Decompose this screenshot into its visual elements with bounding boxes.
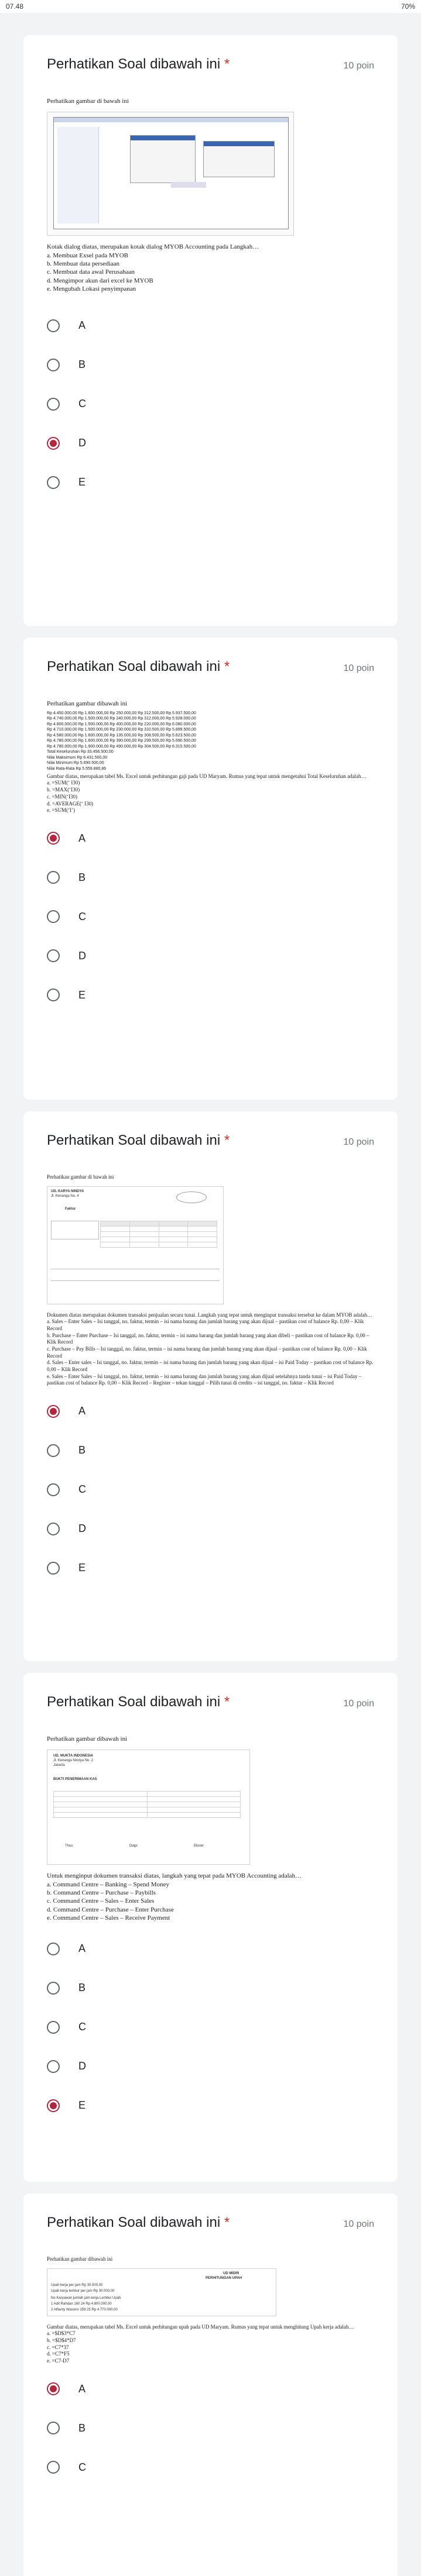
option-text: a. Command Centre – Banking – Spend Money (47, 1881, 169, 1888)
radio-button[interactable] (47, 1483, 60, 1496)
question-points: 10 poin (343, 61, 374, 71)
table-row: Rp 4.740.000,00 Rp 1.500.000,00 Rp 240.000,00 Rp 312.000,00 Rp 5.928.000,00 (47, 717, 196, 721)
question-image (47, 2268, 276, 2316)
status-time: 07.48 (6, 2, 24, 11)
radio-button[interactable] (47, 989, 60, 1001)
table-row: Rp 4.780.000,00 Rp 1.600.000,00 Rp 390.000,00 Rp 299.500,00 Rp 5.690.500,00 (47, 739, 196, 743)
prompt-line: Perhatikan gambar dibawah ini (47, 2256, 113, 2262)
choice-group (47, 306, 374, 502)
choice-label: B (78, 871, 86, 883)
choice-b[interactable] (47, 2409, 374, 2448)
choice-a[interactable] (47, 306, 374, 345)
choice-a[interactable] (47, 1392, 374, 1431)
choice-label: D (78, 437, 86, 449)
choice-a[interactable] (47, 1929, 374, 1968)
option-text: a. =$D$3*C7 (47, 2330, 76, 2337)
option-text: b. Command Centre – Purchase – Paybills (47, 1889, 156, 1896)
choice-label: E (78, 476, 86, 488)
radio-button[interactable] (47, 476, 60, 489)
choice-label: C (78, 910, 86, 922)
choice-e[interactable] (47, 1548, 374, 1587)
radio-button[interactable] (47, 2060, 60, 2073)
figure-address: Jl. Kenanga No. 4 (51, 1194, 79, 1199)
prompt-line: Perhatikan gambar di bawah ini (47, 98, 129, 105)
option-text: b. Membuat data persediaan (47, 260, 120, 267)
choice-e[interactable] (47, 2086, 374, 2125)
choice-label: A (78, 2382, 86, 2395)
choice-label: E (78, 2099, 86, 2112)
choice-b[interactable] (47, 345, 374, 384)
option-text: d. Command Centre – Purchase – Enter Purchase (47, 1906, 174, 1913)
required-mark: * (224, 1694, 230, 1710)
option-text: e. =C7-D7 (47, 2358, 70, 2364)
choice-c[interactable] (47, 897, 374, 936)
choice-label: E (78, 1562, 86, 1574)
choice-label: A (78, 832, 86, 844)
table-row: Rp 4.450.000,00 Rp 1.600.000,00 Rp 250.000,00 Rp 312.500,00 Rp 5.937.500,00 (47, 711, 196, 715)
figure-doc-title: Faktur (65, 1207, 76, 1211)
choice-label: C (78, 2021, 86, 2033)
question-card-2 (23, 638, 398, 1100)
question-image (47, 112, 294, 236)
summary-row: Nilai Rata-Rata Rp 5.559.880,86 (47, 766, 107, 771)
option-text: c. Purchase – Pay Bills – Isi tanggal, no. faktur, termin – isi nama barang dan jumlah barang yang akan dijual – pastikan cost of balance Rp. 0,00 – Klik Record (47, 1346, 367, 1359)
figure-subtitle: PERHITUNGAN UPAH (206, 2277, 242, 2281)
signature-label: Diapi (129, 1844, 138, 1848)
figure-doc-title: BUKTI PENERIMAAN KAS (53, 1777, 97, 1781)
choice-d[interactable] (47, 1509, 374, 1548)
prompt-line: Perhatikan gambar dibawah ini (47, 1735, 128, 1742)
radio-button[interactable] (47, 1523, 60, 1535)
question-text: Dokumen diatas merupakan dokumen transaksi penjualan secara tunai. Langkah yang tepat untuk menginput transaksi tersebut ke dalam MYOB adalah… (47, 1312, 373, 1318)
figure-row: Upah kerja per jam Rp 30.000,00 (51, 2284, 103, 2288)
choice-c[interactable] (47, 2007, 374, 2047)
figure-title: UD MIDRI (223, 2272, 239, 2276)
radio-button[interactable] (47, 1943, 60, 1955)
options-text-list (47, 1318, 374, 1387)
question-image (47, 1186, 224, 1304)
question-title: Perhatikan Soal dibawah ini * (47, 1694, 230, 1710)
choice-label: D (78, 949, 86, 962)
question-points: 10 poin (343, 1699, 374, 1709)
choice-d[interactable] (47, 936, 374, 976)
required-mark: * (224, 1132, 230, 1148)
radio-button-selected[interactable] (47, 832, 60, 845)
choice-b[interactable] (47, 1968, 374, 2007)
choice-label: C (78, 398, 86, 410)
radio-button[interactable] (47, 398, 60, 411)
question-prompt (47, 1173, 374, 1387)
status-bar (0, 0, 421, 13)
option-text: d. =AVERAGE(‘ I30) (47, 800, 94, 807)
table-row: Rp 4.710.000,00 Rp 1.500.000,00 Rp 230.000,00 Rp 310.500,00 Rp 5.899.500,00 (47, 728, 196, 732)
choice-a[interactable] (47, 2370, 374, 2409)
radio-button[interactable] (47, 2422, 60, 2434)
radio-button-selected[interactable] (47, 2382, 60, 2395)
choice-c[interactable] (47, 384, 374, 423)
choice-group (47, 1929, 374, 2125)
choice-d[interactable] (47, 2047, 374, 2086)
option-text: d. =C7*F5 (47, 2351, 70, 2357)
question-title: Perhatikan Soal dibawah ini * (47, 659, 230, 674)
question-card-5 (23, 2193, 398, 2576)
choice-c[interactable] (47, 1470, 374, 1509)
option-text: a. Sales – Enter Sales – Isi tanggal, no. faktur, termin – isi nama barang dan jumlah barang yang akan dijual – pastikan cost of balance Rp. 0,00 – Klik Record (47, 1318, 364, 1331)
salary-table (47, 711, 374, 772)
required-mark: * (224, 659, 230, 674)
option-text: d. Sales – Enter sales – Isi tanggal, no. faktur, termin – isi nama barang dan jumlah barang yang akan dijual – isi Paid Today – pastikan cost of balance Rp. 0,00 – Klik Record (47, 1359, 374, 1373)
figure-row: 1 Adit Rahdan 160 24 Rp 4.800.000,00 (51, 2302, 112, 2306)
figure-heading: UD. KARYA NINDYA (51, 1190, 84, 1194)
choice-b[interactable] (47, 1431, 374, 1470)
summary-row: Nilai Minimum Rp 5.690.500,00 (47, 761, 104, 766)
radio-button[interactable] (47, 1562, 60, 1575)
choice-group (47, 1392, 374, 1587)
choice-label: B (78, 359, 86, 371)
choice-d[interactable] (47, 423, 374, 463)
question-card-3 (23, 1111, 398, 1661)
radio-button[interactable] (47, 1982, 60, 1995)
question-title: Perhatikan Soal dibawah ini * (47, 2215, 230, 2230)
question-points: 10 poin (343, 663, 374, 673)
summary-row: Total Keseluruhan Rp 33.456.500,00 (47, 750, 114, 755)
figure-city: Jakarta (53, 1763, 65, 1767)
figure-row: No Karyawan jumlah jam kerja Lembur Upah (51, 2296, 121, 2301)
choice-group (47, 2370, 374, 2487)
table-row: Rp 4.580.000,00 Rp 1.600.000,00 Rp 135.000,00 Rp 308.500,00 Rp 5.623.500,00 (47, 733, 196, 738)
option-text: c. =C7*37 (47, 2344, 69, 2350)
options-text-list (47, 2330, 374, 2364)
question-text: Untuk menginput dokumen transaksi diatas, langkah yang tepat pada MYOB Accounting adalah… (47, 1872, 302, 1879)
choice-label: C (78, 1483, 86, 1496)
choice-label: C (78, 2461, 86, 2473)
status-battery: 70% (401, 2, 415, 11)
question-points: 10 poin (343, 1137, 374, 1147)
choice-label: D (78, 1523, 86, 1535)
choice-label: D (78, 2060, 86, 2072)
prompt-line: Perhatikan gambar di bawah ini (47, 1174, 114, 1180)
radio-button[interactable] (47, 910, 60, 923)
option-text: b. =MAX(‘I30) (47, 787, 80, 793)
question-title: Perhatikan Soal dibawah ini * (47, 56, 230, 72)
options-text-list (47, 780, 374, 814)
question-prompt (47, 700, 374, 814)
choice-label: B (78, 1444, 86, 1456)
question-image (47, 1750, 250, 1865)
radio-button[interactable] (47, 2021, 60, 2034)
choice-e[interactable] (47, 976, 374, 1015)
option-text: b. =$D$4*D7 (47, 2337, 76, 2343)
choice-c[interactable] (47, 2448, 374, 2487)
prompt-line: Perhatikan gambar dibawah ini (47, 700, 128, 707)
option-text: c. Membuat data awal Perusahaan (47, 268, 135, 276)
question-card-1 (23, 35, 398, 626)
question-title: Perhatikan Soal dibawah ini * (47, 1132, 230, 1148)
choice-label: B (78, 1982, 86, 1994)
summary-row: Nilai Maksimum Rp 6.431.500,00 (47, 755, 108, 760)
question-prompt (47, 1735, 374, 1922)
required-mark: * (224, 56, 230, 72)
figure-row: 2 Alfianty Wasono 159 25 Rp 4.770.000,00 (51, 2308, 118, 2312)
question-text: Gambar diatas, merupakan tabel Ms. Excel untuk perhitungan upah pada UD Maryam. Rumus yang tepat untuk menghitung Upah kerja adalah… (47, 2324, 354, 2330)
radio-button[interactable] (47, 949, 60, 962)
options-text-list (47, 252, 374, 293)
radio-button[interactable] (47, 2461, 60, 2474)
figure-row: Upah kerja lembur per jam Rp 30.000,00 (51, 2289, 115, 2293)
question-card-4 (23, 1673, 398, 2182)
option-text: d. Mengimpor akun dari excel ke MYOB (47, 277, 153, 284)
choice-e[interactable] (47, 463, 374, 502)
options-text-list (47, 1881, 374, 1922)
option-text: c. Command Centre – Sales – Enter Sales (47, 1897, 155, 1905)
figure-address: Jl. Kenanga Nindya No. 2 (53, 1758, 94, 1762)
radio-button[interactable] (47, 359, 60, 371)
table-row: Rp 4.800.000,00 Rp 1.500.000,00 Rp 400.000,00 Rp 220.000,00 Rp 6.080.000,00 (47, 722, 196, 726)
question-points: 10 poin (343, 2219, 374, 2229)
radio-button[interactable] (47, 871, 60, 884)
radio-button-selected[interactable] (47, 1405, 60, 1418)
table-row: Rp 4.780.000,00 Rp 1.900.000,00 Rp 490.000,00 Rp 304.500,00 Rp 6.315.500,00 (47, 744, 196, 749)
question-text: Gambar diatas, merupakan tabel Ms. Excel untuk perhitungan gaji pada UD Maryam. Rumus yang tepat untuk mengetahui Total Keseluruhan adalah… (47, 773, 367, 780)
question-prompt (47, 2255, 374, 2365)
choice-a[interactable] (47, 819, 374, 858)
option-text: e. =SUM(‘I’) (47, 807, 76, 814)
required-mark: * (224, 2215, 230, 2230)
question-prompt (47, 97, 374, 293)
signature-label: Eknier (194, 1844, 204, 1848)
choice-label: A (78, 319, 86, 332)
figure-heading: UD. MUKTA INDONESIA (53, 1754, 93, 1758)
choice-label: A (78, 1405, 86, 1417)
radio-button[interactable] (47, 319, 60, 332)
option-text: a. =SUM(‘ I30) (47, 780, 80, 786)
prompt-line: Kotak dialog diatas, merupakan kotak dialog MYOB Accounting pada Langkah… (47, 243, 259, 250)
signature-label: Thus (65, 1844, 73, 1848)
option-text: e. Command Centre – Sales – Receive Payment (47, 1914, 170, 1921)
radio-button-selected[interactable] (47, 437, 60, 450)
choice-label: B (78, 2422, 86, 2434)
choice-b[interactable] (47, 858, 374, 897)
choice-label: A (78, 1943, 86, 1955)
radio-button-selected[interactable] (47, 2099, 60, 2112)
option-text: c. =MIN(‘I30) (47, 793, 78, 800)
option-text: e. Mengubah Lokasi penyimpanan (47, 285, 136, 292)
choice-label: E (78, 989, 86, 1001)
option-text: e. Sales – Enter Sales – Isi tanggal, no. faktur, termin – isi nama barang dan jumlah barang yang akan dijual setelahnya tanda tunai – isi Paid Today – pastikan cost of balance Rp. 0,00 – Klik Record – Register – tekan tunggal – Pilih tunai di credits – isi tanggal, no. faktur – Klik Record (47, 1373, 362, 1386)
choice-group (47, 819, 374, 1015)
radio-button[interactable] (47, 1444, 60, 1457)
option-text: b. Purchase – Enter Purchase – Isi tanggal, no. faktur, termin – isi nama barang dan jumlah barang yang akan dibeli – pastikan cost of balance Rp. 0,00 – Klik Record (47, 1332, 369, 1345)
option-text: a. Membuat Exsel pada MYOB (47, 252, 128, 259)
